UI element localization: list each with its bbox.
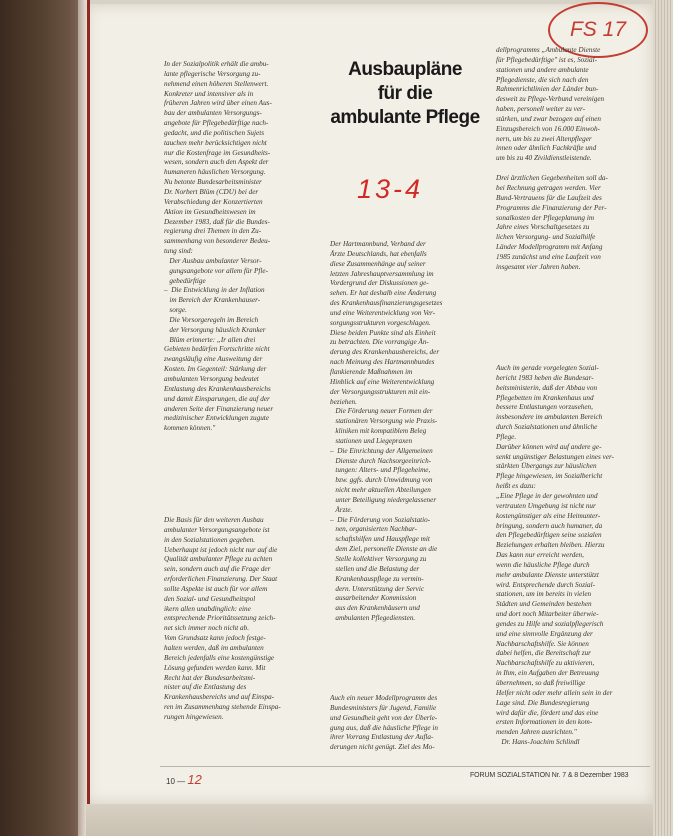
text-line: dellprogramms „Ambulante Dienste (496, 46, 601, 54)
text-line: schaftshilfen und Hauspflege mit (330, 535, 430, 544)
text-line: nicht mehr aktuellen Abteilungen (330, 486, 431, 495)
text-line: Einzugsbereich von 16.000 Einwoh- (496, 124, 600, 133)
text-line: bessere Entlastungen vorzusehen, (496, 403, 593, 412)
text-line: Pflegedienste, die sich nach den (496, 75, 589, 84)
text-line: gung aus, daß die häusliche Pflege in (330, 723, 438, 732)
text-line: Stelle kollektiver Versorgung zu (330, 555, 427, 563)
text-line: Dr. Hans-Joachim Schlindl (496, 738, 580, 747)
text-line: ausarbeitender Kommission (330, 594, 417, 603)
text-line: kommen können." (164, 424, 216, 433)
text-line: desweit zu Pflege-Verbund vereinigen (496, 95, 605, 104)
text-line: sein, sondern auch auf die Frage der (164, 565, 271, 574)
text-line: Vom Grundsatz kann jedoch festge- (164, 634, 266, 643)
text-line: bringung, sondern auch humaner, da (496, 521, 603, 530)
text-line: Die Vorsorgeregeln im Bereich (164, 315, 259, 324)
text-line: „Eine Pflege in der gewohnten und (496, 491, 598, 500)
text-line: beziehen. (330, 397, 357, 406)
page-prefix: 10 — (166, 777, 186, 786)
text-line: Pflege. (496, 432, 517, 441)
text-line: stationen, um im bereits in vielen (496, 590, 592, 599)
text-line: zwangsläufig eine Ausweitung der (164, 355, 263, 364)
text-line: Blüm erinnerte: „Ir allen drei (164, 335, 256, 344)
text-line: übernehmen, so daß freiwillige (496, 679, 586, 687)
text-line: Das kann nur erreicht werden, (496, 551, 584, 560)
text-line: kliniken mit kompatiblem Beleg (330, 427, 427, 436)
text-line: kostengünstiger als eine Heimunter- (496, 511, 601, 520)
text-line: Der Ausbau ambulanter Versor- (164, 256, 262, 265)
text-line: ren im Zusammenhang stehende Einspa- (164, 703, 281, 712)
text-line: und dort noch Mitarbeiter überwie- (496, 610, 599, 619)
text-line: sollte Aspekte ist auch für vor allem (164, 584, 268, 593)
text-line: Die Basis für den weiteren Ausbau (164, 516, 264, 524)
text-line: lante pflegerische Versorgung zu- (164, 69, 261, 78)
text-line: Entlastung des Krankenhausbereichs (164, 384, 271, 393)
text-line: ersten Informationen in den kom- (496, 718, 593, 727)
text-line: gendes zu Hilfe und sozialpflegerisch (496, 619, 604, 628)
text-line: Lage sind. Die Bundesregierung (496, 698, 590, 707)
page-edge-stack (653, 0, 673, 836)
text-line: wird dafür die, fördert und das eine (496, 708, 599, 717)
text-line: den Sozial- und Gesundheitspol (164, 594, 256, 603)
text-line: und eine Weiterentwicklung von Ver- (330, 308, 436, 317)
text-line: bericht 1983 heben die Bundesar- (496, 373, 594, 382)
text-line: regierung drei Themen in den Zu- (164, 227, 262, 236)
column-1-block-2 (164, 516, 316, 732)
text-line: sammenhang von besonderer Bedeu- (164, 237, 271, 246)
text-line: ihrer Vorrang Entlastung der Aufla- (330, 733, 434, 742)
text-line: menden Jahren ausrichten." (496, 728, 577, 737)
text-line: nen, organisierten Nachbar- (330, 525, 418, 534)
headline-line-2: für die (377, 83, 433, 104)
text-line: zu betrachten. Die vorrangige Än- (330, 338, 429, 347)
text-line: im Bereich der Krankenhauser- (164, 296, 261, 305)
text-line: des Krankenhausfinanzierungsgesetzes (330, 299, 443, 308)
text-line: Vordergrund der Diskussionen ge- (330, 279, 429, 288)
text-line: stärkten Übergangs zur häuslichen (496, 462, 597, 471)
text-line: Verabschiedung der Konzertierten (164, 197, 263, 206)
text-line: tung sind: (164, 247, 193, 256)
text-line: nach Meinung des Hartmannbundes (330, 358, 435, 367)
text-line: Dr. Norbert Blüm (CDU) bei der (164, 187, 259, 196)
text-line: Krankenhausbereichs und auf Einspa- (164, 693, 275, 702)
text-line: in Ihm, ein Aufgaben der Betreuung (496, 669, 600, 678)
text-line: Diese beiden Punkte sind als Einheit (330, 328, 436, 337)
text-line: senkt ungünstiger Belastungen eines ver- (496, 452, 615, 461)
text-line: Qualität ambulanter Pflege zu achten (164, 555, 273, 564)
text-line: Gebieten bedürfen Fortschritte nicht (164, 345, 270, 354)
text-line: medizinischer Entwicklungen zugute (164, 414, 269, 423)
headline-line-3: ambulante Pflege (330, 107, 480, 128)
text-line: unter Beteiligung niedergelassener (330, 495, 437, 504)
text-line: derungen nicht genügt. Ziel des Mo- (330, 743, 435, 752)
text-line: Krankenhauspflege zu vermin- (330, 574, 424, 583)
text-line: Kosten. Im Gegenteil: Stärkung der (164, 365, 267, 374)
text-line: Der Hartmannbund, Verband der (330, 240, 426, 248)
text-line: Dienste durch Nachsorgeeinrich- (330, 456, 432, 465)
text-line: und damit Einsparungen, die auf der (164, 394, 270, 403)
text-line: angebote für Pflegebedürftige nach- (164, 119, 269, 128)
text-line: ambulanten Pflegediensten. (330, 614, 416, 623)
text-line: Auch im gerade vorgelegten Sozial- (496, 364, 599, 372)
text-line: in den Sozialstationen gegeben. (164, 535, 256, 544)
text-line: stationären Versorgung wie Praxis- (330, 417, 438, 426)
text-line: stärken, und zwar bezogen auf einen (496, 114, 602, 123)
column-2-block-2 (330, 694, 482, 756)
text-line: derung des Krankenhausbereichs, der (330, 348, 440, 357)
text-line: 1985 zunächst und eine Laufzeit von (496, 252, 601, 261)
text-line: wenn die häusliche Pflege durch (496, 560, 590, 569)
text-line: um bis zu 40 Zivildienstleistende. (496, 154, 592, 163)
text-line: nister auf die Entlastung des (164, 683, 247, 692)
text-line: Rahmenrichtlinien der Länder bun- (496, 85, 599, 94)
text-line: beitsministerin, daß der Abbau von (496, 383, 598, 392)
text-line: Bundesministers für Jugend, Familie (330, 703, 437, 712)
text-line: erforderlichen Finanzierung. Der Staat (164, 575, 278, 584)
text-line: Ärzte. (330, 505, 353, 514)
text-line: Städten und Gemeinden bestehen (496, 600, 592, 609)
text-line: Länder Modellprogramm mit Anfang (496, 243, 603, 252)
text-line: Aktion im Gesundheitswesen im (164, 207, 256, 216)
text-line: wesen, sondern auch den Aspekt der (164, 158, 269, 167)
text-line: für Pflegebedürftige" ist es, Sozial- (496, 55, 598, 64)
text-line: tungen: Alters- und Pflegeheime, (330, 466, 431, 475)
text-line: sonalkosten der Pflegeplanung im (496, 213, 595, 222)
text-line: Nu betonte Bundesarbeitsminister (164, 178, 262, 187)
page-red-border (87, 0, 90, 804)
text-line: Ueberhaupt ist jedoch nicht nur auf die (164, 545, 278, 554)
text-line: – Die Förderung von Sozialstatio- (330, 515, 431, 524)
text-line: bei Rechnung getragen werden. Vier (496, 183, 601, 192)
text-line: innen oder ähnlich Fachkräfte und (496, 144, 597, 153)
text-line: der Versorgungsstrukturen mit ein- (330, 387, 431, 396)
text-line: nur die Kostenfrage im Gesundheits- (164, 148, 271, 157)
column-3-block-1 (496, 46, 648, 276)
text-line: der Versorgung häuslich Kranker (164, 325, 266, 334)
text-line: bzw. ggfs. durch Umwidmung von (330, 476, 433, 485)
text-line: Drei ärztlichen Gegebenheiten soll da- (496, 174, 608, 183)
text-line: stationen und andere ambulante (496, 65, 589, 74)
handwritten-page-number: 12 (187, 772, 202, 787)
text-line: stationen und Liegepraxen (330, 436, 413, 445)
text-line: diese Zusammenhänge auf seiner (330, 259, 426, 268)
text-line: dem Ziel, personelle Dienste an die (330, 545, 438, 554)
text-line: humaneren häuslichen Versorgung. (164, 168, 266, 177)
text-line: mehr ambulante Dienste unterstützt (496, 570, 599, 579)
text-line: und eine sinnvolle Ergänzung der (496, 629, 593, 638)
text-line: und Gesundheit geht von der Überle- (330, 713, 438, 722)
text-line: Programms die Finanzierung der Per- (496, 203, 607, 212)
text-line: Beziehungen erhalten bleiben. Hierzu (496, 541, 605, 550)
footer-rule (160, 766, 650, 767)
text-line: Helfer nicht oder mehr allein sein in der (496, 688, 613, 697)
text-line: früheren Jahren wird über einen Aus- (164, 99, 272, 108)
text-line: flankierende Maßnahmen im (330, 367, 413, 376)
text-line: dabei helfen, die Bereitschaft zur (496, 649, 591, 658)
text-line: nern, um bis zu zwei Altenpfleger (496, 134, 592, 143)
text-line: lichen Versorgung- und Sozialhilfe (496, 233, 596, 242)
text-line: den Pflegebedürftigen seine sozialen (496, 531, 602, 540)
headline-line-1: Ausbaupläne (348, 59, 462, 80)
article-headline (330, 58, 480, 130)
handwritten-number: 13-4 (357, 174, 424, 204)
text-line: vertrauten Umgebung ist nicht nur (496, 501, 596, 510)
text-line: Jahre eines Vorschaltgesetzes zu (496, 223, 590, 232)
text-line: Nachbarschaftshilfe. Sie können (496, 639, 589, 648)
column-3-block-2 (496, 364, 648, 754)
text-line: sorgungsstrukturen vorgeschlagen. (330, 318, 431, 327)
text-line: haben, personell weiter zu ver- (496, 105, 586, 114)
text-line: net sich immer noch nicht ab. (164, 624, 250, 633)
text-line: tauchen mehr berücksichtigen nicht (164, 138, 267, 147)
text-line: In der Sozialpolitik erhält die ambu- (164, 60, 269, 68)
text-line: Pflegebetten im Krankenhaus und (496, 393, 594, 402)
text-line: nehmend einen höheren Stellenwert. (164, 79, 269, 88)
text-line: Bund-Vertrauens für die Laufzeit des (496, 193, 602, 202)
text-line (496, 164, 648, 174)
text-line: gebedürftige (164, 276, 206, 285)
text-line: entsprechende Prioritätssetzung zeich- (164, 614, 276, 623)
text-line: Nachbarschaftshilfe zu aktivieren, (496, 659, 595, 668)
text-line: Ärzte Deutschlands, hat ebenfalls (330, 249, 427, 258)
text-line: Pflege hingewiesen, im Sozialbericht (496, 472, 603, 481)
text-line: halten werden, daß im ambulanten (164, 643, 264, 652)
text-line: ambulanter Versorgungsangebote ist (164, 525, 270, 534)
column-2-block-1 (330, 240, 482, 626)
text-line: ikern allen unabdinglich: eine (164, 604, 251, 613)
text-line: Auch ein neuer Modellprogramm des (330, 694, 438, 702)
text-line: gedacht, und die politischen Sujets (164, 128, 265, 137)
text-line: letzten Jahreshauptversammlung im (330, 269, 434, 278)
book-binding (0, 0, 85, 836)
text-line: insbesondere im ambulanten Bereich (496, 413, 603, 422)
text-line: – Die Einrichtung der Allgemeinen (330, 446, 433, 455)
text-line: durch Sozialstationen und ähnliche (496, 423, 598, 432)
text-line: bau der ambulanten Versorgungs- (164, 109, 262, 118)
column-1-block-1 (164, 60, 316, 474)
text-line: – Die Entwicklung in der Inflation (164, 286, 265, 295)
text-line: Darüber können wird auf andere ge- (496, 442, 602, 451)
text-line: heißt es dazu: (496, 482, 536, 491)
text-line: dern. Unterstützung der Servic (330, 584, 425, 593)
text-line: insgesamt vier Jahren haben. (496, 262, 581, 271)
text-line: Hinblick auf eine Weiterentwicklung (330, 377, 435, 386)
text-line: aus den Krankenhäusern und (330, 604, 420, 613)
text-line: anderen Seite der Finanzierung neuer (164, 404, 274, 413)
text-line: rungen hingewiesen. (164, 712, 224, 721)
text-line: wird. Entsprechende durch Sozial- (496, 580, 596, 589)
text-line: Bereich jedenfalls eine kostengünstige (164, 653, 275, 662)
text-line: Die Förderung neuer Formen der (330, 407, 433, 416)
publication-footer: FORUM SOZIALSTATION Nr. 7 & 8 Dezember 1983 (470, 772, 629, 779)
text-line: ambulanten Versorgung bedeutet (164, 375, 259, 383)
text-line: Dezember 1983, daß für die Bundes- (164, 217, 270, 226)
text-line: gungsangebote vor allem für Pfle- (164, 266, 269, 275)
text-line: Lösung gefunden werden kann. Mit (164, 663, 266, 672)
page-number (166, 772, 202, 787)
text-line: sehen. Er hat deshalb eine Änderung (330, 289, 437, 298)
text-line: Konkreter und intensiver als in (164, 89, 254, 98)
handwritten-note-text: FS 17 (569, 18, 627, 41)
text-line: Recht hat der Bundesarbeitsmi- (164, 673, 256, 682)
text-line: sorge. (164, 306, 187, 315)
text-line: stellen und die Belastung der (330, 564, 420, 573)
scan-bottom-strip (86, 804, 653, 836)
